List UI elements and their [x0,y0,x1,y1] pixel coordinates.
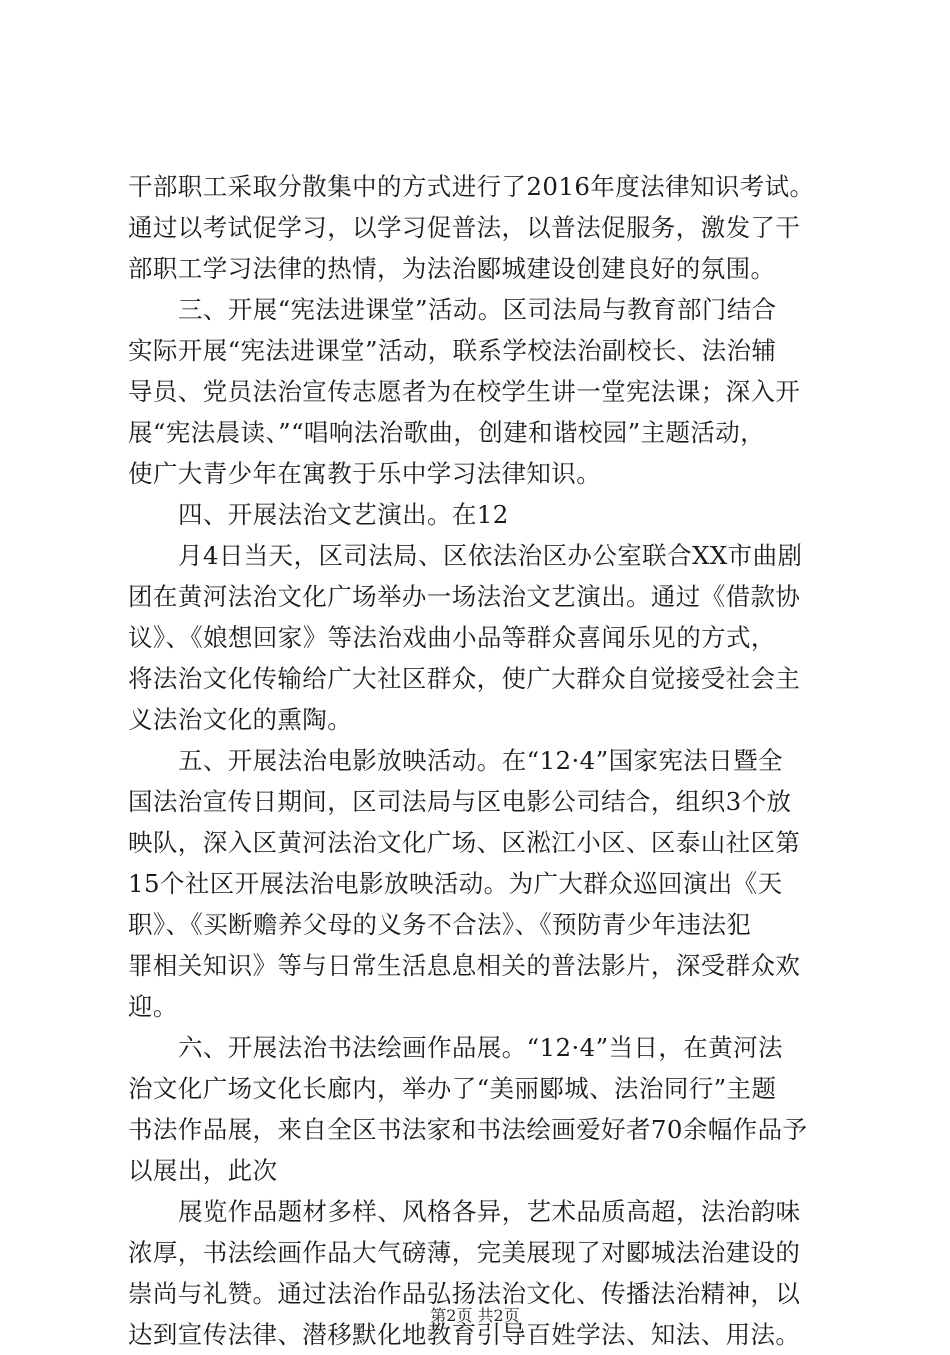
text-line: 崇尚与礼赞。通过法治作品弘扬法治文化、传播法治精神，以 [128,1279,801,1308]
text-line: 15个社区开展法治电影放映活动。为广大群众巡回演出《天 [128,869,783,898]
text-line: 治文化广场文化长廊内，举办了“美丽郾城、法治同行”主题 [128,1074,777,1103]
paragraph-start-line: 四、开展法治文艺演出。在12 [178,500,509,529]
text-line: 达到宣传法律、潜移默化地教育引导百姓学法、知法、用法。 [128,1320,801,1349]
text-line: 浓厚，书法绘画作品大气磅薄，完美展现了对郾城法治建设的 [128,1238,801,1267]
document-body [128,166,828,1355]
text-line: 使广大青少年在寓教于乐中学习法律知识。 [128,459,602,488]
text-line: 书法作品展，来自全区书法家和书法绘画爱好者70余幅作品予 [128,1115,808,1144]
paragraph-start-line: 六、开展法治书法绘画作品展。“12·4”当日，在黄河法 [178,1033,783,1062]
paragraph-start-line: 三、开展“宪法进课堂”活动。区司法局与教育部门结合 [178,295,777,324]
text-line: 干部职工采取分散集中的方式进行了2016年度法律知识考试。 [128,172,815,201]
text-line: 导员、党员法治宣传志愿者为在校学生讲一堂宪法课；深入开 [128,377,801,406]
text-line: 将法治文化传输给广大社区群众，使广大群众自觉接受社会主 [128,664,801,693]
paragraph-start-line: 展览作品题材多样、风格各异，艺术品质高超，法治韵味 [178,1197,801,1226]
text-line: 映队，深入区黄河法治文化广场、区淞江小区、区泰山社区第 [128,828,801,857]
paragraph-start-line: 五、开展法治电影放映活动。在“12·4”国家宪法日暨全 [178,746,783,775]
page-number-footer: 第2页 共2页 [430,1306,520,1325]
text-line: 以展出，此次 [128,1156,278,1185]
text-line: 义法治文化的熏陶。 [128,705,353,734]
text-line: 团在黄河法治文化广场举办一场法治文艺演出。通过《借款协 [128,582,801,611]
text-line: 展“宪法晨读、”“唱响法治歌曲，创建和谐校园”主题活动， [128,418,766,447]
text-line: 罪相关知识》等与日常生活息息相关的普法影片，深受群众欢 [128,951,801,980]
text-line: 议》、《娘想回家》等法治戏曲小品等群众喜闻乐见的方式， [128,623,776,652]
text-line: 实际开展“宪法进课堂”活动，联系学校法治副校长、法治辅 [128,336,777,365]
paragraph-start-line: 月4日当天，区司法局、区依法治区办公室联合XX市曲剧 [178,541,803,570]
text-line: 部职工学习法律的热情，为法治郾城建设创建良好的氛围。 [128,254,776,283]
text-line: 职》、《买断赡养父母的义务不合法》、《预防青少年违法犯 [128,910,752,939]
text-line: 国法治宣传日期间，区司法局与区电影公司结合，组织3个放 [128,787,792,816]
text-line: 迎。 [128,992,178,1021]
text-line: 通过以考试促学习，以学习促普法，以普法促服务，激发了干 [128,213,801,242]
